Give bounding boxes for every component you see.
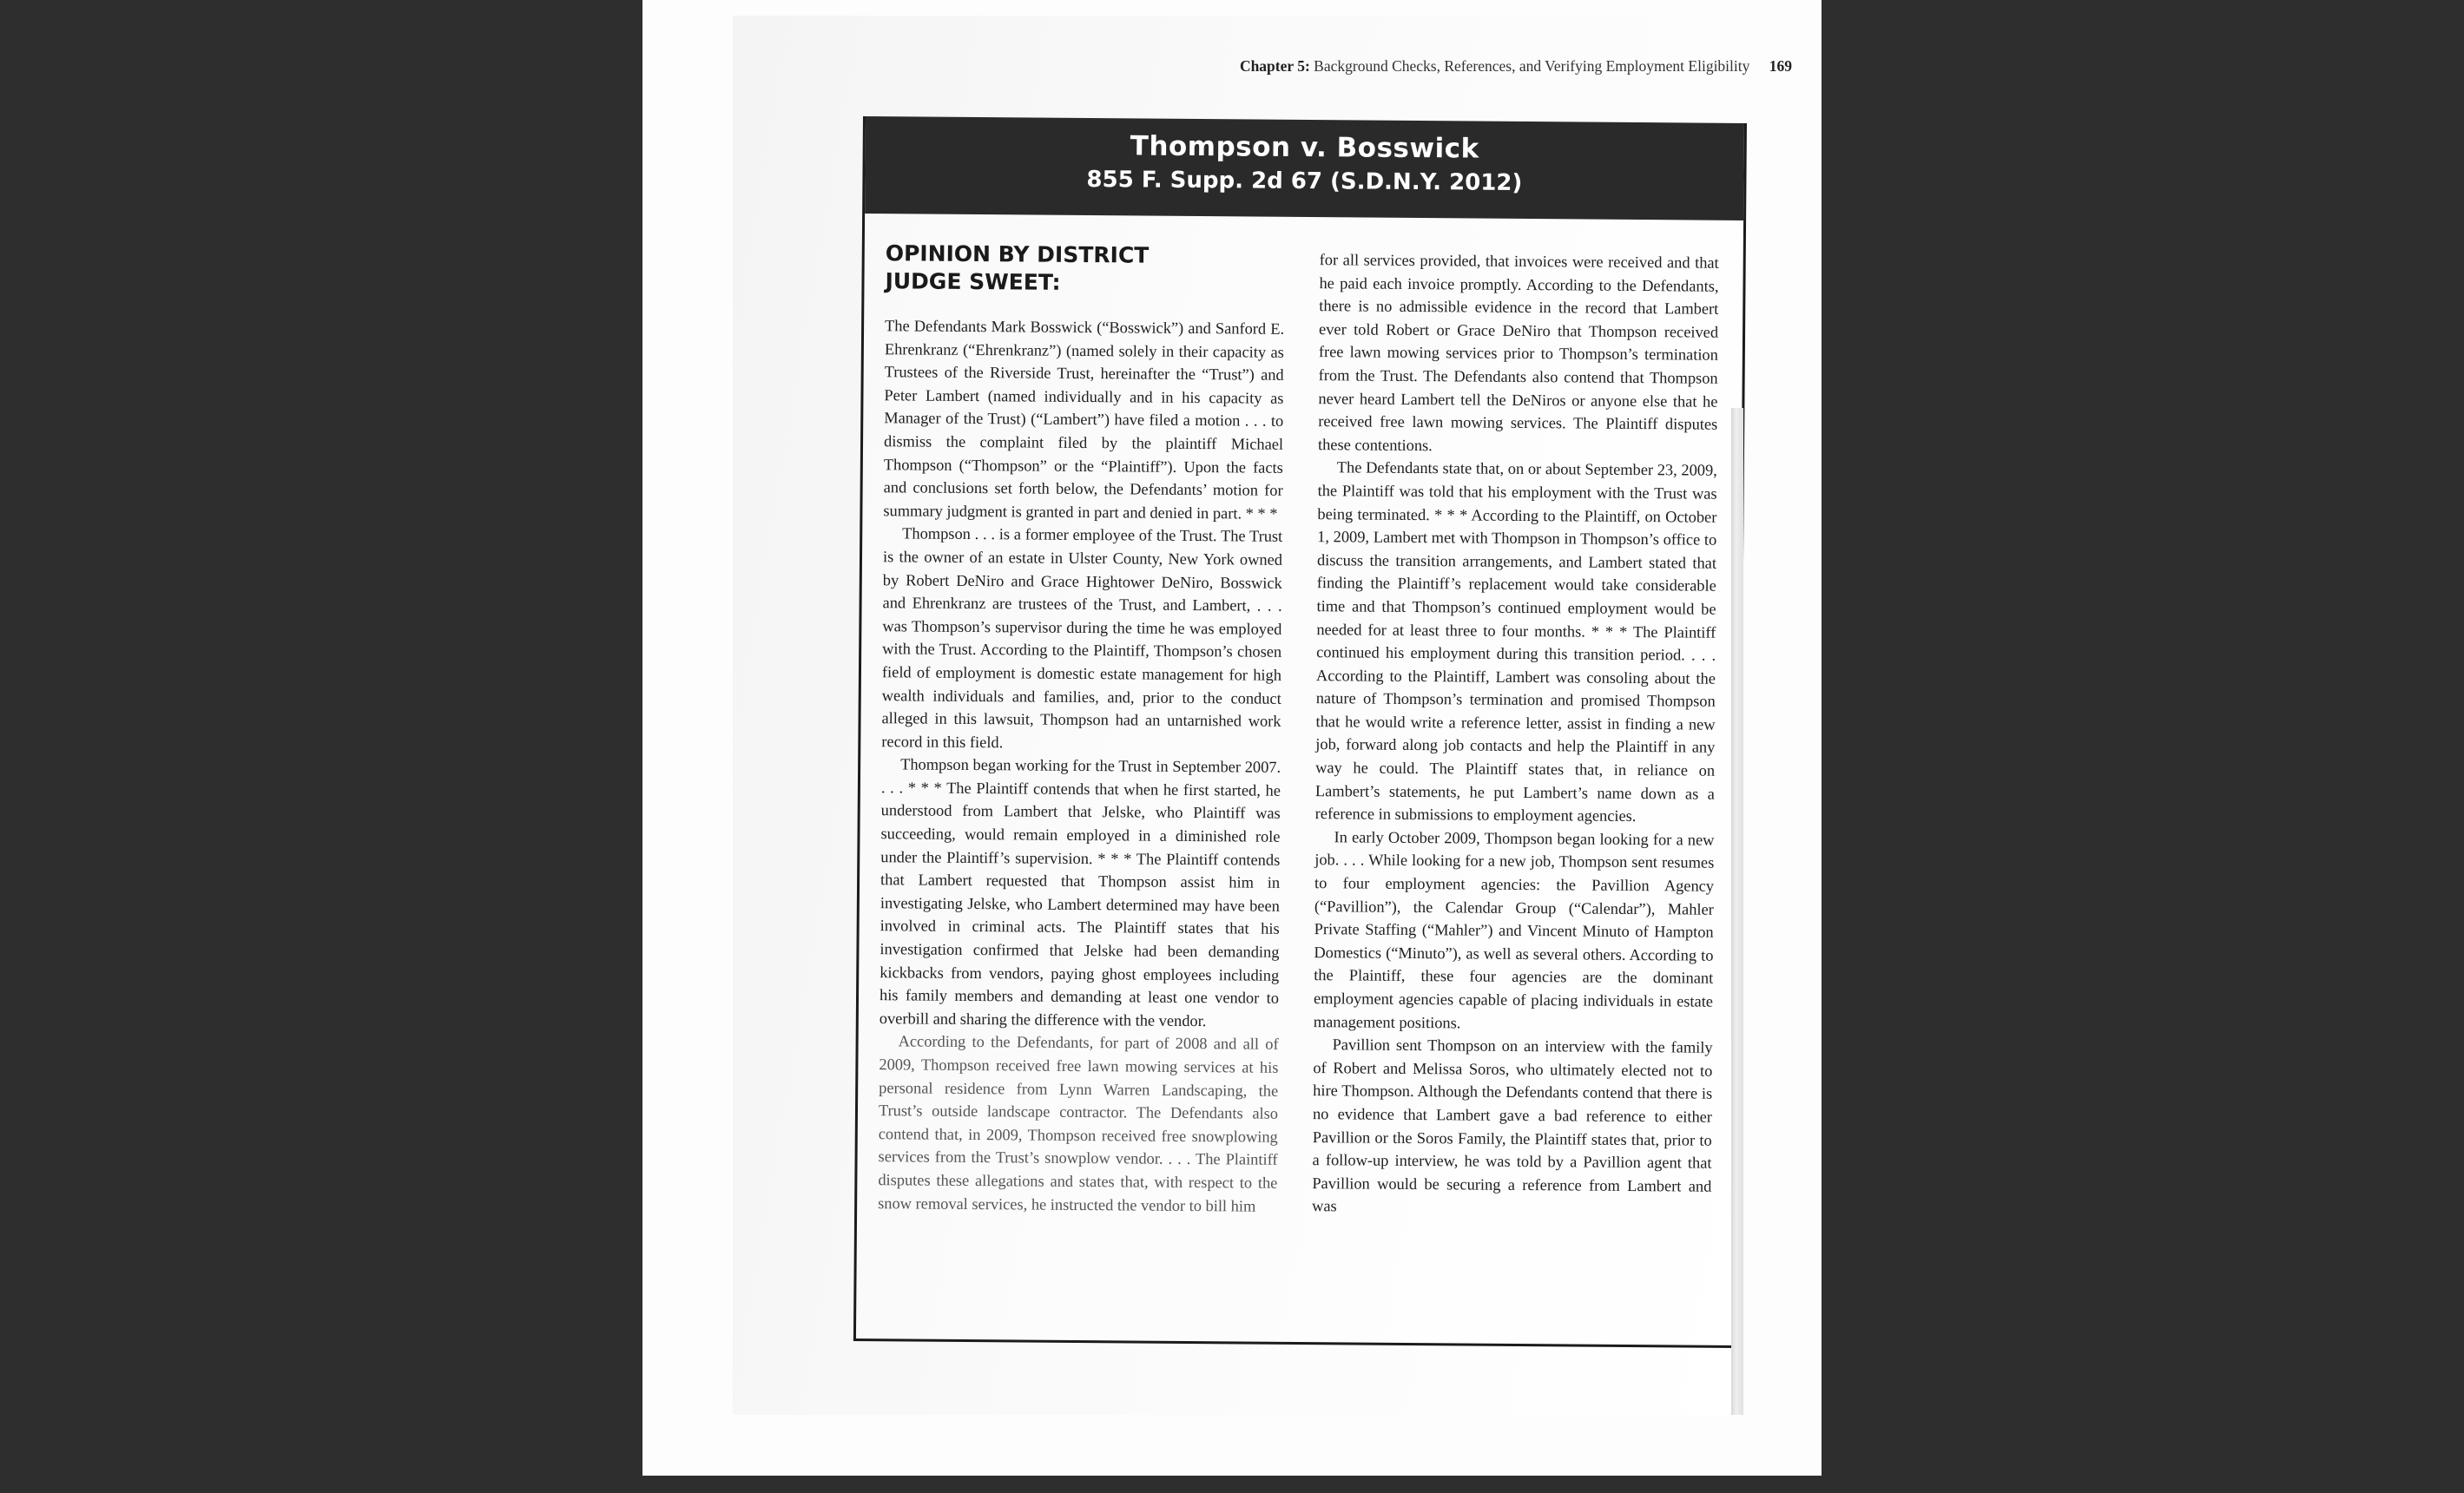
chapter-number: Chapter 5:: [1239, 57, 1310, 75]
paragraph: Thompson . . . is a former employee of the Trust. The Trust is the owner of an estate in Ulster County, New York owned by Robert DeNiro and Grace Hightower DeNiro, Bosswick and Ehrenkranz are trustees of the Trust, and Lambert, . . . was Thompson’s supervisor during the time he was employed with the Trust. According to the Plaintiff, Thompson’s chosen field of employment is domestic estate management for high wealth individuals and families, and, prior to the conduct alleged in this lawsuit, Thompson had an untarnished work record in this field.: [881, 524, 1283, 751]
paragraph: The Defendants Mark Bosswick (“Bosswick”) and Sanford E. Ehrenkranz (“Ehrenkranz”) (named solely in their capacity as Trustees of the Riverside Trust, hereinafter the “Trust”) and Peter Lambert (named individually and in his capacity as Manager of the Trust) (“Lambert”) have filed a motion . . . to dismiss the complaint filed by the plaintiff Michael Thompson (“Thompson” or the “Plaintiff”). Upon the facts and conclusions set forth below, the Defendants’ motion for summary judgment is granted in part and denied in part. * * *: [883, 317, 1285, 523]
paragraph: Pavillion sent Thompson on an interview with the family of Robert and Melissa Soros, who ultimately elected not to hire Thompson. Although the Defendants contend that there is no evidence that Lambert gave a bad reference to either Pavillion or the Soros Family, the Plaintiff states that, prior to a follow-up interview, he was told by a Pavillion agent that Pavillion would be securing a reference from Lambert and was: [1312, 1036, 1713, 1215]
left-column: [878, 240, 1285, 1218]
paragraph: According to the Defendants, for part of 2008 and all of 2009, Thompson received free lawn mowing services at his personal residence from Lynn Warren Landscaping, the Trust’s outside landscape contractor. The Defendants also contend that, in 2009, Thompson received free snowplowing services from the Trust’s snowplow vendor. . . . The Plaintiff disputes these allegations and states that, with respect to the snow removal services, he instructed the vendor to bill him: [878, 1032, 1279, 1215]
paragraph: for all services provided, that invoices were received and that he paid each invoice promptly. According to the Defendants, there is no admissible evidence in the record that Lambert ever told Robert or Grace DeNiro that Thompson received free lawn mowing services prior to Thompson’s termination from the Trust. The Defendants also contend that Thompson never heard Lambert tell the DeNiros or anyone else that he received free lawn mowing services. The Plaintiff disputes these contentions.: [1317, 251, 1719, 454]
book-page: [733, 16, 1792, 1415]
case-box: [853, 116, 1747, 1348]
case-header: [865, 116, 1744, 220]
case-citation: 855 F. Supp. 2d 67 (S.D.N.Y. 2012): [1086, 167, 1523, 196]
paragraph: Thompson began working for the Trust in September 2007. . . . * * * The Plaintiff contends that when he first started, he understood from Lambert that Jelske, who Plaintiff was succeeding, would remain employed in a diminished role under the Plaintiff’s supervision. * * * The Plaintiff contends that Lambert requested that Thompson assist him in investigating Jelske, who Lambert determined may have been involved in criminal acts. The Plaintiff states that his investigation confirmed that Jelske had been demanding kickbacks from vendors, paying ghost employees including his family members and demanding at least one vendor to overbill and sharing the difference with the vendor.: [879, 755, 1281, 1029]
right-column: [1312, 248, 1719, 1221]
running-head: [1170, 57, 1792, 76]
photographed-page: [642, 0, 1822, 1476]
opinion-heading: OPINION BY DISTRICT JUDGE SWEET:: [885, 240, 1150, 295]
page-edge: [1731, 408, 1743, 1415]
case-title: Thompson v. Bosswick: [1130, 130, 1479, 165]
paragraph: In early October 2009, Thompson began looking for a new job. . . . While looking for a new job, Thompson sent resumes to four employment agencies: the Pavillion Agency (“Pavillion”), the Calendar Group (“Calendar”), Mahler Private Staffing (“Mahler”) and Vincent Minuto of Hampton Domestics (“Minuto”), as well as several others. According to the Plaintiff, these four agencies are the dominant employment agencies capable of placing individuals in estate management positions.: [1313, 828, 1715, 1032]
paragraph: The Defendants state that, on or about September 23, 2009, the Plaintiff was told that his employment with the Trust was being terminated. * * * According to the Plaintiff, on October 1, 2009, Lambert met with Thompson in Thompson’s office to discuss the transition arrangements, and Lambert stated that finding the Plaintiff’s replacement would take considerable time and that Thompson’s continued employment would be needed for at least three to four months. * * * The Plaintiff continued his employment during this transition period. . . . According to the Plaintiff, Lambert was consoling about the nature of Thompson’s termination and promised Thompson that he would write a reference letter, assist in finding a new job, forward along job contacts and help the Plaintiff in any way he could. The Plaintiff states that, in reliance on Lambert’s statements, he put Lambert’s name down as a reference in submissions to employment agencies.: [1314, 458, 1717, 825]
chapter-title: Background Checks, References, and Verifying Employment Eligibility: [1314, 57, 1750, 75]
page-number: 169: [1769, 57, 1792, 75]
